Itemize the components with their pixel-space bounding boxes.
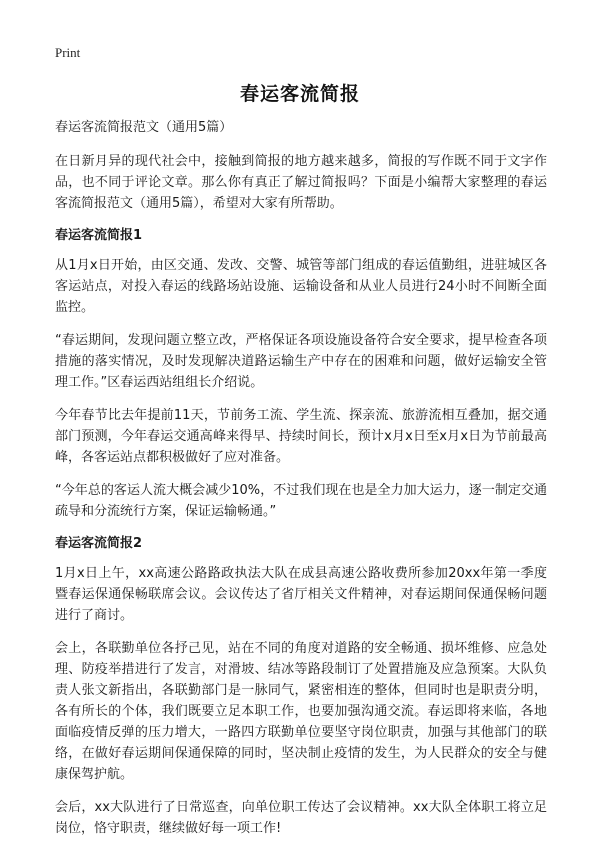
print-link[interactable]: Print [55, 45, 81, 60]
document-title: 春运客流简报 [239, 83, 360, 105]
paragraph: “今年总的客运人流大概会减少10%，不过我们现在也是全力加大运力，逐一制定交通疏导和分流统行方案，保证运输畅通。” [55, 483, 547, 519]
paragraph: 今年春节比去年提前11天，节前务工流、学生流、探亲流、旅游流相互叠加，据交通部门预测，今年春运交通高峰来得早、持续时间长，预计x月x日至x月x日为节前最高峰，各客运站点都积极做好了应对准备。 [55, 408, 547, 465]
intro-paragraph: 在日新月异的现代社会中，接触到简报的地方越来越多，简报的写作既不同于文字作品，也不同于评论文章。那么你有真正了解过简报吗？下面是小编帮大家整理的春运客流简报范文（通用5篇），希望对大家有所帮助。 [55, 154, 547, 211]
paragraph: 从1月x日开始，由区交通、发改、交警、城管等部门组成的春运值勤组，进驻城区各客运站点，对投入春运的线路场站设施、运输设备和从业人员进行24小时不间断全面监控。 [55, 258, 547, 315]
paragraph: “春运期间，发现问题立整立改，严格保证各项设施设备符合安全要求，提早检查各项措施的落实情况，及时发现解决道路运输生产中存在的困难和问题，做好运输安全管理工作。”区春运西站组组长介绍说。 [55, 333, 547, 390]
paragraph: 1月x日上午，xx高速公路路政执法大队在成县高速公路收费所参加20xx年第一季度暨春运保通保畅联席会议。会议传达了省厅相关文件精神，对春运期间保通保畅问题进行了商讨。 [55, 566, 547, 623]
document-body [55, 118, 547, 851]
document-subtitle: 春运客流简报范文（通用5篇） [55, 120, 233, 135]
paragraph: 会上，各联勤单位各抒己见，站在不同的角度对道路的安全畅通、损坏维修、应急处理、防疫举措进行了发言，对滑坡、结冰等路段制订了处置措施及应急预案。大队负责人张文新指出，各联勤部门是一脉同气，紧密相连的整体，但同时也是职责分明，各有所长的个体，我们既要立足本职工作，也要加强沟通交流。春运即将来临，各地面临疫情反弹的压力增大，一路四方联勤单位要坚守岗位职责，加强与其他部门的联络，在做好春运期间保通保障的同时，坚决制止疫情的发生，为人民群众的安全与健康保驾护航。 [55, 641, 547, 782]
section-heading: 春运客流简报1 [55, 228, 143, 243]
section-heading: 春运客流简报2 [55, 536, 143, 551]
paragraph: 会后，xx大队进行了日常巡查，向单位职工传达了会议精神。xx大队全体职工将立足岗位，恪守职责，继续做好每一项工作! [55, 800, 547, 836]
